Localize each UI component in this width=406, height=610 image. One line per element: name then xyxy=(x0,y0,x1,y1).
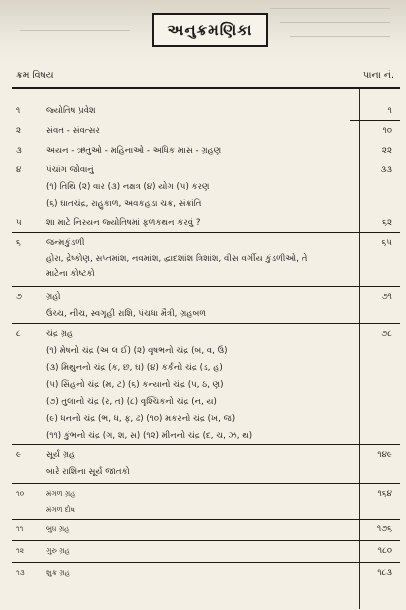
entry-page: ૭૧ xyxy=(381,292,392,302)
row-rule xyxy=(12,323,400,324)
toc-row xyxy=(16,216,396,233)
toc-subrow xyxy=(16,197,396,214)
entry-number: ૭ xyxy=(16,292,22,302)
entry-page: ૨૨ xyxy=(381,146,392,156)
entry-page: ૭૮ xyxy=(381,329,392,339)
entry-number: ૪ xyxy=(16,165,22,175)
toc-row xyxy=(16,290,396,307)
entry-title: જન્મકુંડળી xyxy=(46,238,85,248)
toc-row xyxy=(16,544,396,561)
entry-detail: હોરા, દ્રેષ્કોણ, સપ્તમાંશ, નવમાંશ, દ્વાદશાંશ ત્રિશાંશ, વીસ વર્ગીય કુંડળીઓ, તે xyxy=(46,254,308,264)
bleed-line xyxy=(20,30,130,31)
entry-title: જ્યોતિષ પ્રવેશ xyxy=(46,106,96,116)
header-left: ક્રમ વિષય xyxy=(16,70,54,81)
entry-detail: (૫) સિંહનો ચંદ્ર (મ, ટ) (૬) કન્યાનો ચંદ્ર (પ, ઠ, ણ) xyxy=(46,380,224,390)
entry-detail: (૯) ધનનો ચંદ્ર (ભ, ધ, ફ, ઢ) (૧૦) મકરનો ચંદ્ર (ખ, જ) xyxy=(46,414,236,424)
row-rule xyxy=(12,519,400,520)
entry-page: ૧ xyxy=(387,106,392,116)
row-rule xyxy=(12,483,400,484)
toc-subrow xyxy=(16,465,396,482)
toc-subrow xyxy=(16,395,396,412)
entry-page: ૧૬૪ xyxy=(377,489,392,499)
toc-row xyxy=(16,487,396,504)
bleed-line xyxy=(270,8,390,9)
entry-page: ૧૪૯ xyxy=(377,450,392,460)
row-rule xyxy=(12,444,400,445)
entry-page: ૬૫ xyxy=(381,238,392,248)
entry-number: ૧૨ xyxy=(16,546,24,555)
entry-page: ૧૭૬ xyxy=(377,524,392,534)
toc-row xyxy=(16,566,396,583)
entry-page: ૧૮૩ xyxy=(377,568,392,578)
toc-subrow xyxy=(16,361,396,378)
entry-detail: (૧૧) કુંભનો ચંદ્ર (ગ, શ, સ) (૧૨) મીનનો ચંદ્ર (દ, ચ, ઝ, થ) xyxy=(46,431,253,441)
entry-number: ૨ xyxy=(16,126,22,136)
row-rule xyxy=(12,232,400,233)
row-rule xyxy=(350,120,400,121)
toc-row xyxy=(16,522,396,539)
page-title: અનુક્રમણિકા xyxy=(152,13,268,47)
bleed-line xyxy=(290,36,390,37)
toc-subrow xyxy=(16,503,396,520)
entry-title: બુધ ગ્રહ xyxy=(46,524,70,533)
toc-subrow xyxy=(16,180,396,197)
entry-number: ૬ xyxy=(16,238,21,248)
entry-page: ૧૮૦ xyxy=(377,546,392,556)
table-header xyxy=(16,68,394,84)
entry-title: સૂર્ય ગ્રહ xyxy=(46,450,76,460)
entry-detail: (૧) તિથિ (૨) વાર (૩) નક્ષત્ર (૪) યોગ (૫) કરણ xyxy=(46,182,210,192)
entry-title: સંવત - સંવત્સર xyxy=(46,126,100,136)
header-rule xyxy=(12,87,400,89)
entry-title: મંગળ ગ્રહ xyxy=(46,489,76,498)
entry-title: ચંદ્ર ગ્રહ xyxy=(46,329,74,339)
bleed-line xyxy=(280,22,390,23)
entry-detail: (૧) મેષનો ચંદ્ર (અ લ ઈ) (૨) વૃષભનો ચંદ્ર (બ, વ, ઉ) xyxy=(46,346,228,356)
entry-number: ૩ xyxy=(16,146,22,156)
entry-title: પંચાંગ જોવાનું xyxy=(46,165,94,175)
toc-row xyxy=(16,327,396,344)
toc-row xyxy=(16,448,396,465)
entry-number: ૫ xyxy=(16,218,22,228)
toc-row xyxy=(16,236,396,253)
entry-detail: (૩) મિથુનનો ચંદ્ર (ક, છ, ઘ) (૪) કર્કનો ચંદ્ર (ડ, હ) xyxy=(46,363,223,373)
row-rule xyxy=(12,540,400,541)
row-rule xyxy=(12,562,400,563)
entry-detail: (૬) ઘાતચંદ્ર, રાહુકાળ, અવકહડા ચક્ર, સંક્રાંતિ xyxy=(46,199,202,209)
entry-number: ૯ xyxy=(16,450,22,460)
entry-number: ૧૩ xyxy=(16,568,25,577)
entry-number: ૮ xyxy=(16,329,21,339)
entry-detail: ઉચ્ચ, નીચ, સ્વગૃહી રાશિ, પંચધા મૈત્રી, ગ્રહબળ xyxy=(46,309,207,319)
toc-subrow xyxy=(16,412,396,429)
entry-title: ગુરુ ગ્રહ xyxy=(46,546,70,555)
entry-number: ૧ xyxy=(16,106,21,116)
toc-row xyxy=(16,104,396,121)
entry-detail: (૭) તુલાનો ચંદ્ર (ર, ત) (૮) વૃશ્ચિકનો ચંદ્ર (ન, ય) xyxy=(46,397,217,407)
entry-page: ૬૨ xyxy=(382,218,392,228)
entry-detail: બારે રાશિના સૂર્ય જાતકો xyxy=(46,467,130,477)
toc-row xyxy=(16,144,396,161)
toc-subrow xyxy=(16,344,396,361)
entry-number: ૧૦ xyxy=(16,489,25,498)
entry-title: અયન - ઋતુઓ - મહિનાઓ - અધિક માસ - ગ્રહણ xyxy=(46,146,222,156)
toc-subrow xyxy=(16,307,396,324)
toc-subrow xyxy=(16,378,396,395)
entry-page: ૩૩ xyxy=(380,165,392,175)
entry-title: શુક્ર ગ્રહ xyxy=(46,568,70,577)
entry-title: ગ્રહો xyxy=(46,292,61,302)
toc-row xyxy=(16,124,396,141)
entry-detail: મંગળ દોષ xyxy=(46,505,75,514)
toc-subrow xyxy=(16,267,396,284)
header-right: પાના નં. xyxy=(362,70,394,81)
toc-row xyxy=(16,163,396,180)
entry-detail: માટેના કોષ્ટકો xyxy=(46,269,95,279)
entry-title: શા માટે નિરયન જ્યોતિષમાં ફળકથન કરવું ? xyxy=(46,218,201,228)
entry-page: ૧૦ xyxy=(382,126,392,136)
row-rule xyxy=(12,286,400,287)
entry-number: ૧૧ xyxy=(16,524,24,533)
